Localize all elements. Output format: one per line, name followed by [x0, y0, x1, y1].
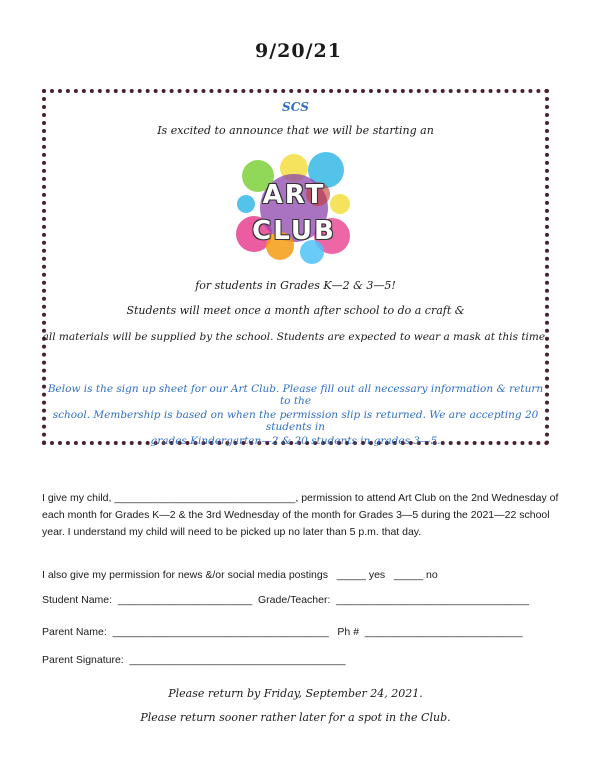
- return-deadline: Please return by Friday, September 24, 2021.: [168, 687, 423, 700]
- signup-info-line-1: Below is the sign up sheet for our Art Club. Please fill out all necessary information & return to the: [47, 383, 544, 407]
- return-reminder: Please return sooner rather later for a spot in the Club.: [140, 711, 451, 724]
- parent-info-row: Parent Name: _____________________________________ Ph # ___________________________: [42, 626, 523, 638]
- announcement-intro: Is excited to announce that we will be starting an: [157, 124, 434, 137]
- eligible-grades: for students in Grades K—2 & 3—5!: [195, 279, 396, 292]
- media-permission-row: I also give my permission for news &/or social media postings _____ yes _____ no: [42, 569, 438, 581]
- meeting-info-line-1: Students will meet once a month after school to do a craft &: [126, 304, 465, 317]
- permission-paragraph: I give my child, _______________________________, permission to attend Art Club on the 2nd Wednesday of each month for Grades K—2 & the 3rd Wednesday of the month for Grades 3—5 during the 2021—22 school year. I understand my child will need to be picked up no later than 5 p.m. that day.: [42, 492, 559, 538]
- signup-info-line-2: school. Membership is based on when the permission slip is returned. We are accepting 20 students in: [52, 409, 539, 433]
- student-info-row: Student Name: _______________________ Grade/Teacher: _________________________________: [42, 594, 529, 606]
- date-heading: 9/20/21: [255, 40, 342, 62]
- school-name: SCS: [282, 100, 309, 114]
- parent-signature-row: Parent Signature: _____________________________________: [42, 654, 346, 666]
- logo-text-art: ART: [262, 180, 326, 210]
- signup-info-line-3: grades Kindergarten—2 & 20 students in grades 3—5.: [150, 435, 441, 447]
- meeting-info-line-2: all materials will be supplied by the school. Students are expected to wear a mask at this time.: [42, 331, 549, 343]
- logo-text-club: CLUB: [252, 216, 336, 246]
